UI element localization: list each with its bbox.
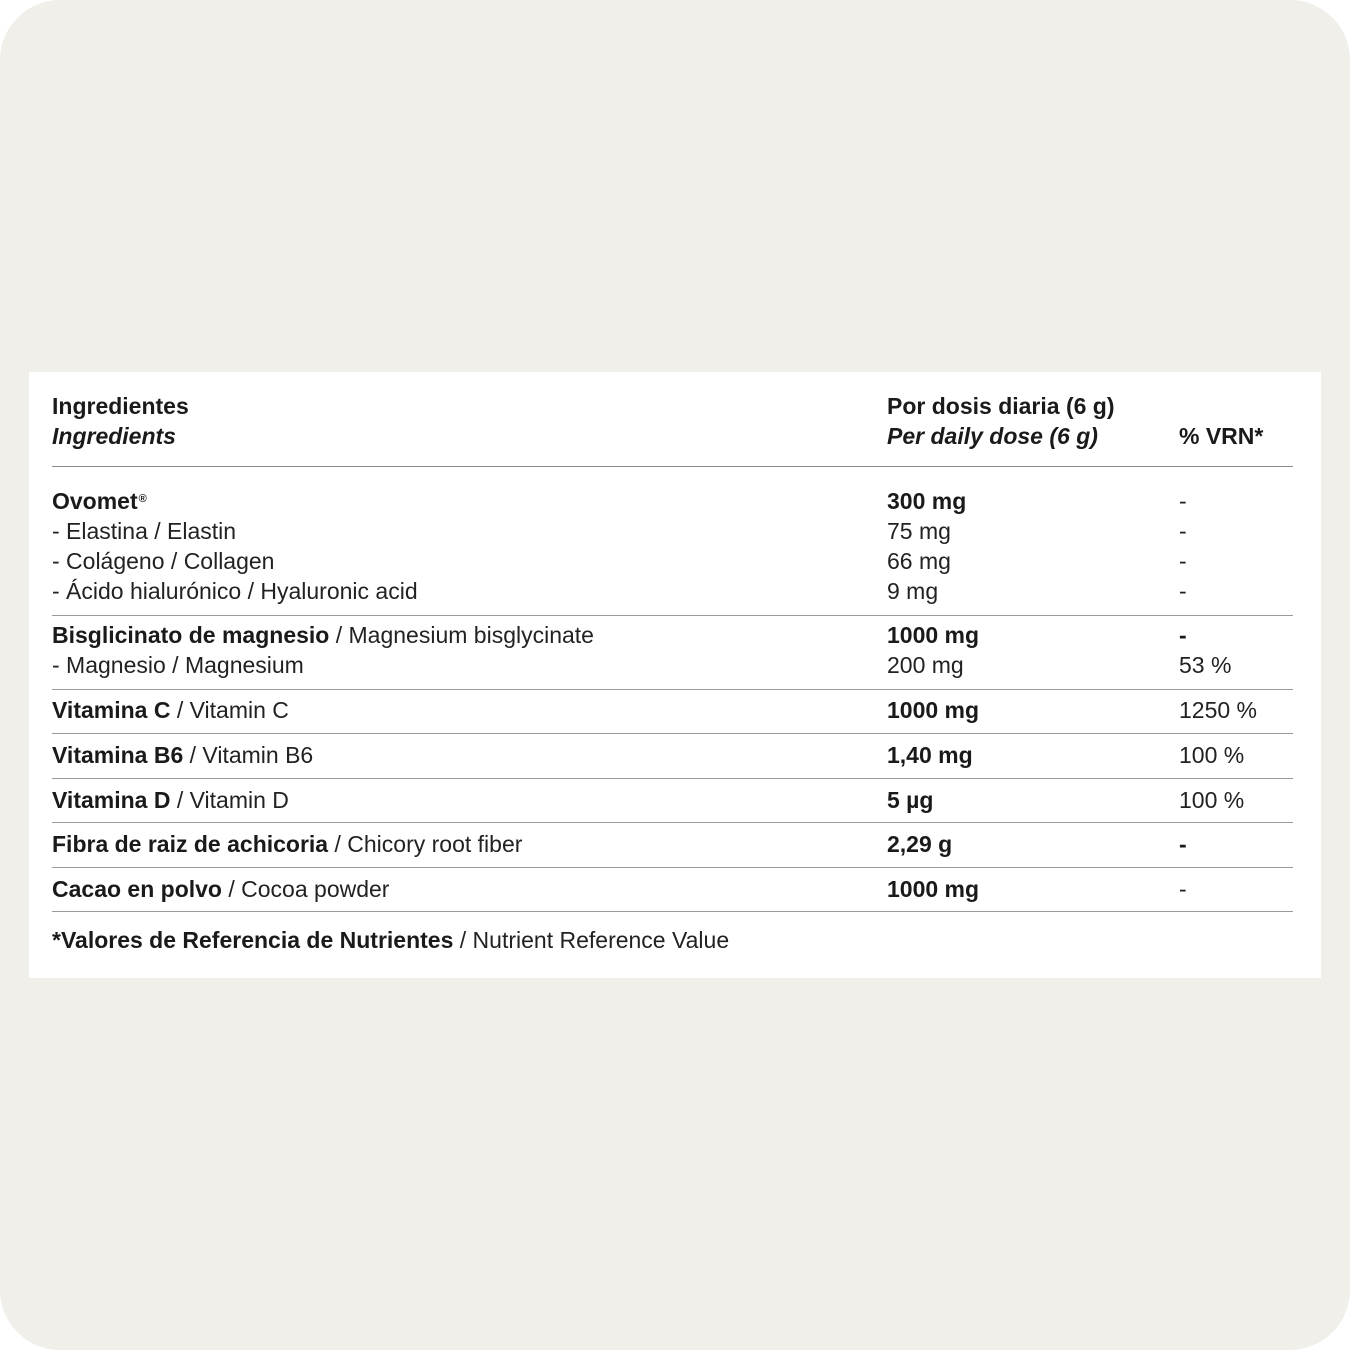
nutrition-table-card	[29, 372, 1321, 978]
row-divider	[52, 867, 1293, 868]
ingredient-dose: 1000 mg	[887, 697, 980, 723]
ingredient-name: Fibra de raiz de achicoria / Chicory root fiber	[52, 831, 523, 857]
ingredient-name: Bisglicinato de magnesio / Magnesium bisglycinate	[52, 622, 594, 648]
ingredient-name: Cacao en polvo / Cocoa powder	[52, 876, 390, 902]
row-divider	[52, 615, 1293, 616]
ingredient-dose: 5 µg	[887, 787, 934, 813]
ingredient-dose: 1000 mg	[887, 622, 980, 648]
ingredient-vrn: -	[1179, 518, 1187, 544]
footnote: *Valores de Referencia de Nutrientes / Nutrient Reference Value	[52, 927, 730, 953]
ingredient-vrn: 1250 %	[1179, 697, 1258, 723]
ingredient-vrn: -	[1179, 578, 1187, 604]
row-divider	[52, 778, 1293, 779]
ingredient-name: - Magnesio / Magnesium	[52, 652, 304, 678]
ingredient-vrn: 100 %	[1179, 787, 1245, 813]
ingredient-name: - Colágeno / Collagen	[52, 548, 275, 574]
ingredient-name: - Elastina / Elastin	[52, 518, 237, 544]
ingredient-name: - Ácido hialurónico / Hyaluronic acid	[52, 578, 418, 604]
header-dose-es: Por dosis diaria (6 g)	[887, 393, 1115, 419]
ingredient-dose: 75 mg	[887, 518, 951, 544]
ingredient-vrn: -	[1179, 548, 1187, 574]
row-divider	[52, 689, 1293, 690]
row-divider	[52, 822, 1293, 823]
ingredient-vrn: -	[1179, 831, 1187, 857]
ingredient-dose: 9 mg	[887, 578, 939, 604]
ingredient-dose: 1,40 mg	[887, 742, 973, 768]
ingredient-name: Ovomet®	[52, 488, 147, 514]
row-divider	[52, 911, 1293, 912]
ingredient-name: Vitamina B6 / Vitamin B6	[52, 742, 314, 768]
ingredient-dose: 200 mg	[887, 652, 964, 678]
ingredient-dose: 1000 mg	[887, 876, 980, 902]
header-ingredients-en: Ingredients	[52, 423, 176, 449]
ingredient-dose: 2,29 g	[887, 831, 953, 857]
header-divider	[52, 466, 1293, 467]
header-vrn: % VRN*	[1179, 423, 1264, 449]
ingredient-name: Vitamina C / Vitamin C	[52, 697, 289, 723]
ingredient-vrn: 53 %	[1179, 652, 1232, 678]
ingredient-vrn: 100 %	[1179, 742, 1245, 768]
ingredient-name: Vitamina D / Vitamin D	[52, 787, 289, 813]
ingredient-dose: 66 mg	[887, 548, 951, 574]
ingredient-vrn: -	[1179, 622, 1187, 648]
header-ingredients-es: Ingredientes	[52, 393, 189, 419]
ingredient-vrn: -	[1179, 488, 1187, 514]
row-divider	[52, 733, 1293, 734]
ingredient-dose: 300 mg	[887, 488, 967, 514]
ingredient-vrn: -	[1179, 876, 1187, 902]
header-dose-en: Per daily dose (6 g)	[887, 423, 1098, 449]
